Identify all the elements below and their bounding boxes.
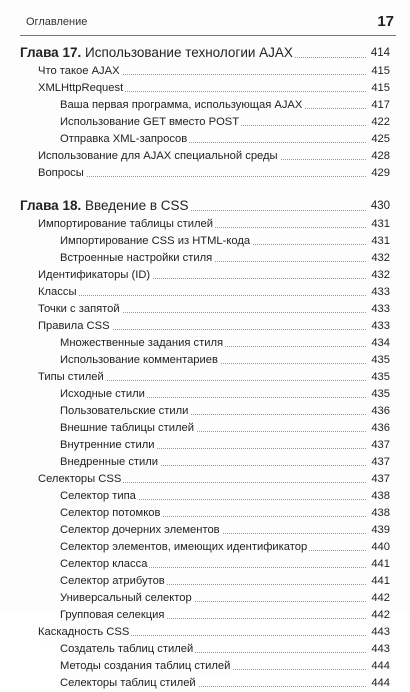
entry-title: Использование для AJAX специальной среды bbox=[38, 148, 280, 165]
entry-title: Групповая селекция bbox=[60, 607, 166, 624]
toc-entry[interactable] bbox=[0, 437, 410, 454]
toc-entry[interactable] bbox=[0, 454, 410, 471]
toc-entry[interactable] bbox=[0, 301, 410, 318]
entry-page: 441 bbox=[368, 573, 390, 590]
toc-entry[interactable] bbox=[0, 131, 410, 148]
entry-page: 436 bbox=[368, 420, 390, 437]
entry-page: 439 bbox=[368, 522, 390, 539]
toc-entry[interactable] bbox=[0, 471, 410, 488]
toc-entry[interactable] bbox=[0, 539, 410, 556]
entry-title: XMLHttpRequest bbox=[38, 80, 125, 97]
entry-page: 415 bbox=[368, 63, 390, 80]
entry-page: 429 bbox=[368, 165, 390, 182]
entry-title: Отправка XML-запросов bbox=[60, 131, 189, 148]
toc-entry[interactable] bbox=[0, 488, 410, 505]
toc-entry[interactable] bbox=[0, 556, 410, 573]
toc-entry[interactable] bbox=[0, 675, 410, 692]
entry-title: Селектор типа bbox=[60, 488, 138, 505]
chapter-heading[interactable] bbox=[0, 43, 410, 63]
chapter-title-line bbox=[20, 196, 191, 216]
entry-page: 422 bbox=[368, 114, 390, 131]
entry-page: 425 bbox=[368, 131, 390, 148]
entry-title: Селектор элементов, имеющих идентификатор bbox=[60, 539, 309, 556]
header-rule bbox=[20, 35, 396, 36]
entry-title: Универсальный селектор bbox=[60, 590, 194, 607]
entry-page: 444 bbox=[368, 658, 390, 675]
toc-entry[interactable] bbox=[0, 352, 410, 369]
entry-page: 438 bbox=[368, 488, 390, 505]
toc-entry[interactable] bbox=[0, 267, 410, 284]
chapter-page: 414 bbox=[368, 43, 390, 63]
entry-page: 440 bbox=[368, 539, 390, 556]
entry-page: 434 bbox=[368, 335, 390, 352]
toc-entry[interactable] bbox=[0, 318, 410, 335]
toc-entry[interactable] bbox=[0, 403, 410, 420]
toc-entry[interactable] bbox=[0, 505, 410, 522]
chapter-number: Глава 18. bbox=[20, 198, 82, 213]
leader-dots bbox=[38, 176, 366, 177]
entry-title: Что такое AJAX bbox=[38, 63, 122, 80]
entry-title: Исходные стили bbox=[60, 386, 147, 403]
entry-title: Каскадность CSS bbox=[38, 624, 131, 641]
entry-page: 443 bbox=[368, 641, 390, 658]
toc-chapter bbox=[0, 196, 410, 692]
toc-entry[interactable] bbox=[0, 369, 410, 386]
entry-title: Типы стилей bbox=[38, 369, 106, 386]
toc-entry[interactable] bbox=[0, 386, 410, 403]
chapter-number: Глава 17. bbox=[20, 45, 82, 60]
toc-entry[interactable] bbox=[0, 80, 410, 97]
toc-entry[interactable] bbox=[0, 624, 410, 641]
entry-page: 433 bbox=[368, 301, 390, 318]
toc-entry[interactable] bbox=[0, 522, 410, 539]
entry-page: 443 bbox=[368, 624, 390, 641]
entry-title: Идентификаторы (ID) bbox=[38, 267, 152, 284]
entry-page: 432 bbox=[368, 267, 390, 284]
chapter-title-line bbox=[20, 43, 295, 63]
chapter-title: Введение в CSS bbox=[84, 198, 189, 213]
entry-page: 444 bbox=[368, 675, 390, 692]
chapter-page: 430 bbox=[368, 196, 390, 216]
entry-page: 435 bbox=[368, 352, 390, 369]
entry-title: Селектор дочерних элементов bbox=[60, 522, 222, 539]
page-number: 17 bbox=[377, 13, 394, 30]
entry-title: Использование комментариев bbox=[60, 352, 220, 369]
toc-entry[interactable] bbox=[0, 97, 410, 114]
toc-entry[interactable] bbox=[0, 165, 410, 182]
toc-entry[interactable] bbox=[0, 284, 410, 301]
toc-entry[interactable] bbox=[0, 233, 410, 250]
toc-entry[interactable] bbox=[0, 148, 410, 165]
entry-title: Точки с запятой bbox=[38, 301, 122, 318]
entry-page: 437 bbox=[368, 471, 390, 488]
entry-title: Внутренние стили bbox=[60, 437, 156, 454]
entry-title: Вопросы bbox=[38, 165, 86, 182]
entry-title: Селектор атрибутов bbox=[60, 573, 167, 590]
entry-title: Импортирование таблицы стилей bbox=[38, 216, 215, 233]
entry-page: 441 bbox=[368, 556, 390, 573]
entry-page: 442 bbox=[368, 590, 390, 607]
entry-title: Пользовательские стили bbox=[60, 403, 190, 420]
entry-title: Правила CSS bbox=[38, 318, 112, 335]
entry-page: 432 bbox=[368, 250, 390, 267]
entry-page: 431 bbox=[368, 233, 390, 250]
chapter-gap bbox=[0, 182, 410, 196]
chapter-heading[interactable] bbox=[0, 196, 410, 216]
entry-title: Импортирование CSS из HTML-кода bbox=[60, 233, 252, 250]
entry-title: Ваша первая программа, использующая AJAX bbox=[60, 97, 304, 114]
toc-entry[interactable] bbox=[0, 63, 410, 80]
toc-entry[interactable] bbox=[0, 250, 410, 267]
entry-title: Создатель таблиц стилей bbox=[60, 641, 195, 658]
entry-page: 428 bbox=[368, 148, 390, 165]
table-of-contents bbox=[0, 43, 410, 692]
entry-page: 435 bbox=[368, 386, 390, 403]
toc-entry[interactable] bbox=[0, 335, 410, 352]
entry-title: Селекторы таблиц стилей bbox=[60, 675, 198, 692]
toc-chapter bbox=[0, 43, 410, 182]
toc-entry[interactable] bbox=[0, 216, 410, 233]
chapter-title: Использование технологии AJAX bbox=[84, 45, 293, 60]
toc-entry[interactable] bbox=[0, 573, 410, 590]
leader-dots bbox=[38, 295, 366, 296]
entry-title: Селектор класса bbox=[60, 556, 149, 573]
entry-title: Селекторы CSS bbox=[38, 471, 123, 488]
toc-entry[interactable] bbox=[0, 114, 410, 131]
toc-entry[interactable] bbox=[0, 590, 410, 607]
running-title: Оглавление bbox=[26, 16, 88, 28]
entry-page: 437 bbox=[368, 437, 390, 454]
entry-page: 433 bbox=[368, 318, 390, 335]
entry-page: 417 bbox=[368, 97, 390, 114]
entry-page: 431 bbox=[368, 216, 390, 233]
toc-entry[interactable] bbox=[0, 658, 410, 675]
entry-page: 415 bbox=[368, 80, 390, 97]
entry-title: Встроенные настройки стиля bbox=[60, 250, 214, 267]
entry-title: Множественные задания стиля bbox=[60, 335, 225, 352]
toc-entry[interactable] bbox=[0, 641, 410, 658]
entry-page: 437 bbox=[368, 454, 390, 471]
entry-title: Внешние таблицы стилей bbox=[60, 420, 196, 437]
entry-title: Классы bbox=[38, 284, 79, 301]
toc-entry[interactable] bbox=[0, 420, 410, 437]
entry-page: 438 bbox=[368, 505, 390, 522]
entry-title: Методы создания таблиц стилей bbox=[60, 658, 232, 675]
entry-title: Внедренные стили bbox=[60, 454, 160, 471]
toc-entry[interactable] bbox=[0, 607, 410, 624]
entry-page: 436 bbox=[368, 403, 390, 420]
entry-page: 433 bbox=[368, 284, 390, 301]
entry-title: Использование GET вместо POST bbox=[60, 114, 241, 131]
entry-title: Селектор потомков bbox=[60, 505, 162, 522]
entry-page: 435 bbox=[368, 369, 390, 386]
entry-page: 442 bbox=[368, 607, 390, 624]
